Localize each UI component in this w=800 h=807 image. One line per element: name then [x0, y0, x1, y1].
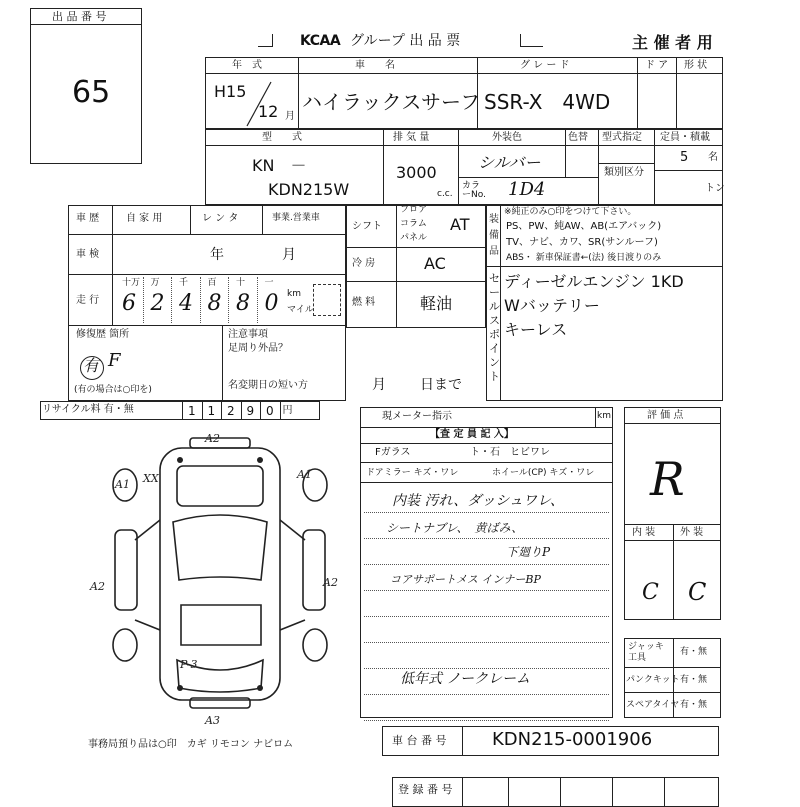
sales-point-1: ディーゼルエンジン 1KD: [504, 272, 684, 291]
load-unit: トン: [705, 183, 725, 194]
registration-label: 登 録 番 号: [398, 783, 453, 796]
shift-label: シフト: [352, 221, 382, 232]
recycle-digit: 0: [266, 404, 274, 418]
office-note: 事務局預り品は○印 カギ リモコン ナビロム: [88, 739, 294, 750]
business-use: 事業.営業車: [272, 213, 320, 223]
recycle-digit: 2: [227, 404, 235, 418]
year-label: 年 式: [232, 60, 262, 71]
ac-value: AC: [424, 254, 446, 273]
extra-kit-label: パンクキット: [626, 675, 680, 685]
name-label: 車 名: [355, 60, 395, 71]
displacement-value: 3000: [396, 163, 437, 182]
mileage-label: 走 行: [76, 295, 100, 306]
mileage-digit: 0: [264, 291, 279, 316]
color-no-label: カラーNo.: [462, 181, 486, 200]
model-code: KDN215W: [268, 180, 350, 199]
mileage-unit-label: 十: [236, 278, 246, 288]
equipment-line-1: PS、PW、純AW、AB(エアバック): [506, 221, 662, 232]
capacity-value: 5: [680, 150, 689, 165]
model-label: 型 式: [262, 132, 302, 143]
mileage-unit-label: 百: [207, 278, 217, 288]
repair-location: F: [108, 350, 121, 371]
extra-jack-label: ジャッキ工具: [628, 642, 664, 663]
mirror-label: ドアミラー キズ・ワレ: [366, 468, 459, 478]
comment-6: 低年式 ノークレーム: [400, 671, 531, 687]
designation-label: 型式指定: [602, 132, 642, 143]
extra-kit-value: 有・無: [680, 675, 708, 685]
exterior-color-label: 外装色: [492, 132, 522, 143]
interior-label: 内 装: [632, 527, 656, 538]
deadline-month: 月: [372, 377, 386, 393]
ac-label: 冷 房: [352, 258, 376, 269]
comment-2: シートナブレ、 黄ばみ、: [386, 521, 524, 535]
capacity-unit: 名: [708, 152, 718, 163]
car-name: ハイラックスサーフ: [302, 90, 480, 114]
class-label: 類別区分: [604, 167, 644, 178]
brand-logo: KCAA: [300, 33, 341, 49]
equipment-label: 装備品: [489, 214, 499, 257]
color-no: 1D4: [508, 179, 546, 200]
deadline-day: 日まで: [420, 377, 462, 393]
mileage-digit: 6: [122, 291, 136, 316]
owner-use-label: 主 催 者 用: [632, 33, 713, 52]
diagram-label-front-left: A1: [115, 478, 130, 491]
diagram-label-right: A2: [323, 576, 338, 589]
cc-unit: c.c.: [437, 189, 453, 199]
private-use: 自 家 用: [126, 213, 163, 224]
diagram-label-left: A2: [90, 580, 105, 593]
comment-1: 内装 汚れ、ダッシュワレ、: [392, 493, 564, 509]
equipment-line-2: TV、ナビ、カワ、SR(サンルーフ): [506, 237, 658, 248]
mileage-unit-label: 万: [150, 278, 160, 288]
diagram-label-front-right: A1: [297, 468, 312, 481]
chassis-label: 車 台 番 号: [392, 734, 447, 747]
recycle-unit: 円: [282, 405, 293, 416]
recycle-digit: 1: [207, 404, 216, 418]
shift-option-floor: フロア: [400, 205, 428, 215]
displacement-label: 排 気 量: [393, 132, 430, 143]
score-label: 評 価 点: [647, 410, 684, 421]
car-damage-diagram: [85, 430, 355, 730]
interior-grade: C: [642, 580, 659, 605]
model-prefix: KN －: [252, 156, 307, 175]
meter-unit: km: [597, 411, 611, 421]
equipment-note: ※純正のみ○印をつけて下さい。: [504, 207, 637, 217]
shift-value: AT: [450, 215, 470, 234]
recycle-digit: 9: [246, 404, 255, 418]
wheel-label: ホイール(CP) キズ・ワレ: [492, 468, 595, 478]
extra-spare-label: スペアタイヤ: [626, 700, 680, 710]
notes-text: 足周り外品？: [228, 343, 288, 354]
lot-number: 65: [72, 75, 111, 110]
recycle-label: リサイクル料 有・無: [42, 404, 134, 415]
diagram-label-rear-panel: P-3: [180, 658, 198, 671]
mile-checkbox[interactable]: [313, 284, 341, 316]
shift-option-column: コラム: [400, 219, 427, 229]
mileage-unit-label: 一: [264, 278, 274, 288]
grade-label: グ レ ー ド: [520, 60, 570, 71]
score-value: R: [650, 452, 685, 506]
equipment-line-3: ABS・ 新車保証書←(法) 後日渡りのみ: [506, 253, 662, 263]
comment-3: 下廻りP: [506, 545, 551, 559]
notes-label: 注意事項: [228, 329, 268, 340]
capacity-label: 定員・積載: [660, 132, 710, 143]
history-label: 車 歴: [76, 213, 100, 224]
form-title: グループ 出 品 票: [350, 33, 461, 49]
grade-value: SSR-X 4WD: [484, 90, 611, 114]
chassis-number: KDN215-0001906: [492, 729, 653, 750]
repair-label: 修復歴 箇所: [76, 329, 130, 340]
inspector-header: 【査 定 員 記 入】: [430, 429, 514, 440]
fuel-label: 燃 料: [352, 297, 376, 308]
color-handwritten: シルバー: [478, 153, 541, 172]
recycle-digit: 1: [188, 404, 196, 418]
mileage-digit: 8: [236, 291, 250, 316]
comment-4: コアサポートメス インナーBP: [390, 573, 541, 586]
extra-jack-value: 有・無: [680, 647, 708, 657]
color-change-label: 色替: [568, 132, 588, 143]
month-unit: 月: [285, 111, 295, 122]
diagram-label-front-left-2: XX: [143, 472, 159, 485]
glass-options: ト・石 ヒビワレ: [470, 447, 550, 458]
inspection-year: 年: [210, 247, 224, 263]
exterior-grade: C: [688, 578, 707, 606]
meter-label: 現メーター指示: [382, 411, 452, 422]
inspection-month: 月: [282, 247, 296, 263]
exterior-label: 外 装: [680, 527, 704, 538]
sales-point-2: Wバッテリー: [504, 296, 600, 315]
door-label: ド ア: [645, 60, 669, 71]
km-unit: km: [287, 289, 301, 299]
deadline-label: 名変期日の短い方: [228, 380, 308, 391]
mileage-digit: 8: [207, 291, 222, 316]
rental-use: レ ン タ: [202, 213, 239, 224]
diagram-label-front: A2: [205, 432, 220, 445]
lot-label: 出 品 番 号: [52, 10, 107, 23]
glass-label: Fガラス: [375, 447, 411, 458]
extra-spare-value: 有・無: [680, 700, 708, 710]
sales-point-3: キーレス: [504, 320, 568, 339]
mileage-unit-label: 千: [179, 278, 189, 288]
repair-mark: 有: [83, 356, 100, 375]
year-month: 12: [258, 102, 279, 121]
year-era: H15: [214, 82, 247, 101]
fuel-value: 軽油: [420, 294, 453, 313]
mile-unit: マイル: [287, 305, 314, 315]
inspection-label: 車 検: [76, 249, 100, 260]
shape-label: 形 状: [684, 60, 708, 71]
sales-points-label: セールスポイント: [489, 272, 500, 383]
diagram-label-rear: A3: [205, 714, 220, 727]
repair-note: (有の場合は○印を): [74, 385, 152, 395]
mileage-digit: 2: [150, 291, 165, 316]
shift-option-panel: パネル: [400, 233, 428, 243]
mileage-unit-label: 十万: [122, 278, 141, 288]
mileage-digit: 4: [179, 291, 193, 316]
